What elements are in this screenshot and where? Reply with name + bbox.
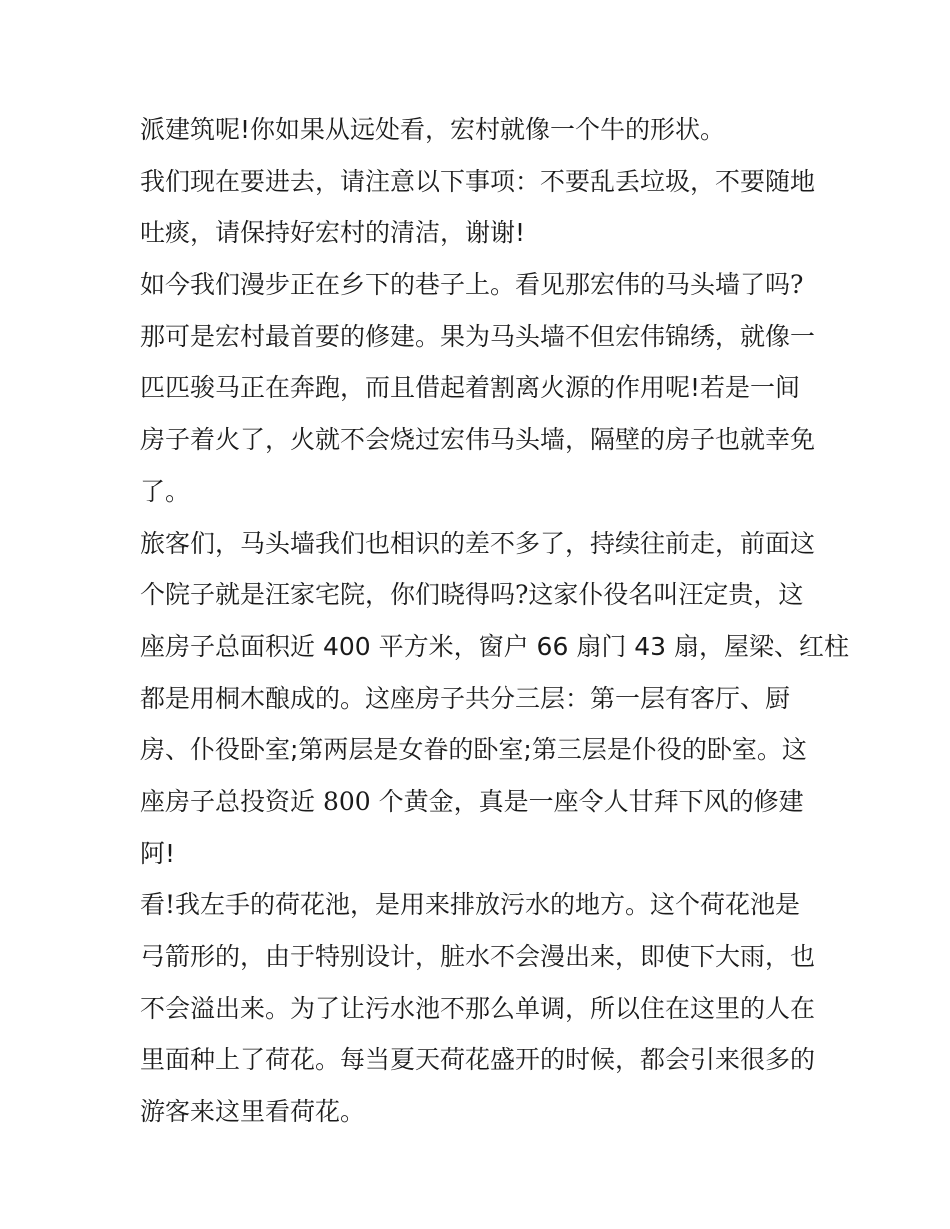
text-line: 我们现在要进去，请注意以下事项：不要乱丢垃圾，不要随地	[140, 166, 816, 196]
text-line: 座房子总面积近 400 平方米，窗户 66 扇门 43 扇，屋梁、红柱	[140, 631, 850, 661]
text-line: 阿!	[140, 838, 176, 868]
text-line: 座房子总投资近 800 个黄金，真是一座令人甘拜下风的修建	[140, 786, 804, 816]
text-line: 都是用桐木酿成的。这座房子共分三层：第一层有客厅、厨	[140, 683, 791, 713]
text-line: 那可是宏村最首要的修建。果为马头墙不但宏伟锦绣，就像一	[140, 321, 816, 351]
text-line: 不会溢出来。为了让污水池不那么单调，所以住在这里的人在	[140, 993, 816, 1023]
text-line: 匹匹骏马正在奔跑，而且借起着割离火源的作用呢!若是一间	[140, 373, 801, 403]
text-line: 如今我们漫步正在乡下的巷子上。看见那宏伟的马头墙了吗?	[140, 270, 804, 300]
text-line: 房子着火了，火就不会烧过宏伟马头墙，隔壁的房子也就幸免	[140, 425, 816, 455]
text-line: 派建筑呢!你如果从远处看，宏村就像一个牛的形状。	[140, 115, 726, 144]
text-line: 里面种上了荷花。每当夏天荷花盛开的时候，都会引来很多的	[140, 1045, 816, 1075]
text-line: 个院子就是汪家宅院，你们晓得吗?这家仆役名叫汪定贵，这	[140, 580, 804, 610]
text-line: 吐痰，请保持好宏村的清洁，谢谢!	[140, 218, 526, 248]
text-line: 旅客们，马头墙我们也相识的差不多了，持续往前走，前面这	[140, 528, 816, 558]
text-line: 弓箭形的，由于特别设计，脏水不会漫出来，即使下大雨，也	[140, 942, 816, 971]
document-body	[140, 104, 850, 1138]
text-line: 看!我左手的荷花池，是用来排放污水的地方。这个荷花池是	[140, 890, 801, 920]
text-line: 房、仆役卧室;第两层是女眷的卧室;第三层是仆役的卧室。这	[140, 735, 807, 765]
text-line: 了。	[140, 476, 191, 506]
text-line: 游客来这里看荷花。	[140, 1097, 366, 1127]
